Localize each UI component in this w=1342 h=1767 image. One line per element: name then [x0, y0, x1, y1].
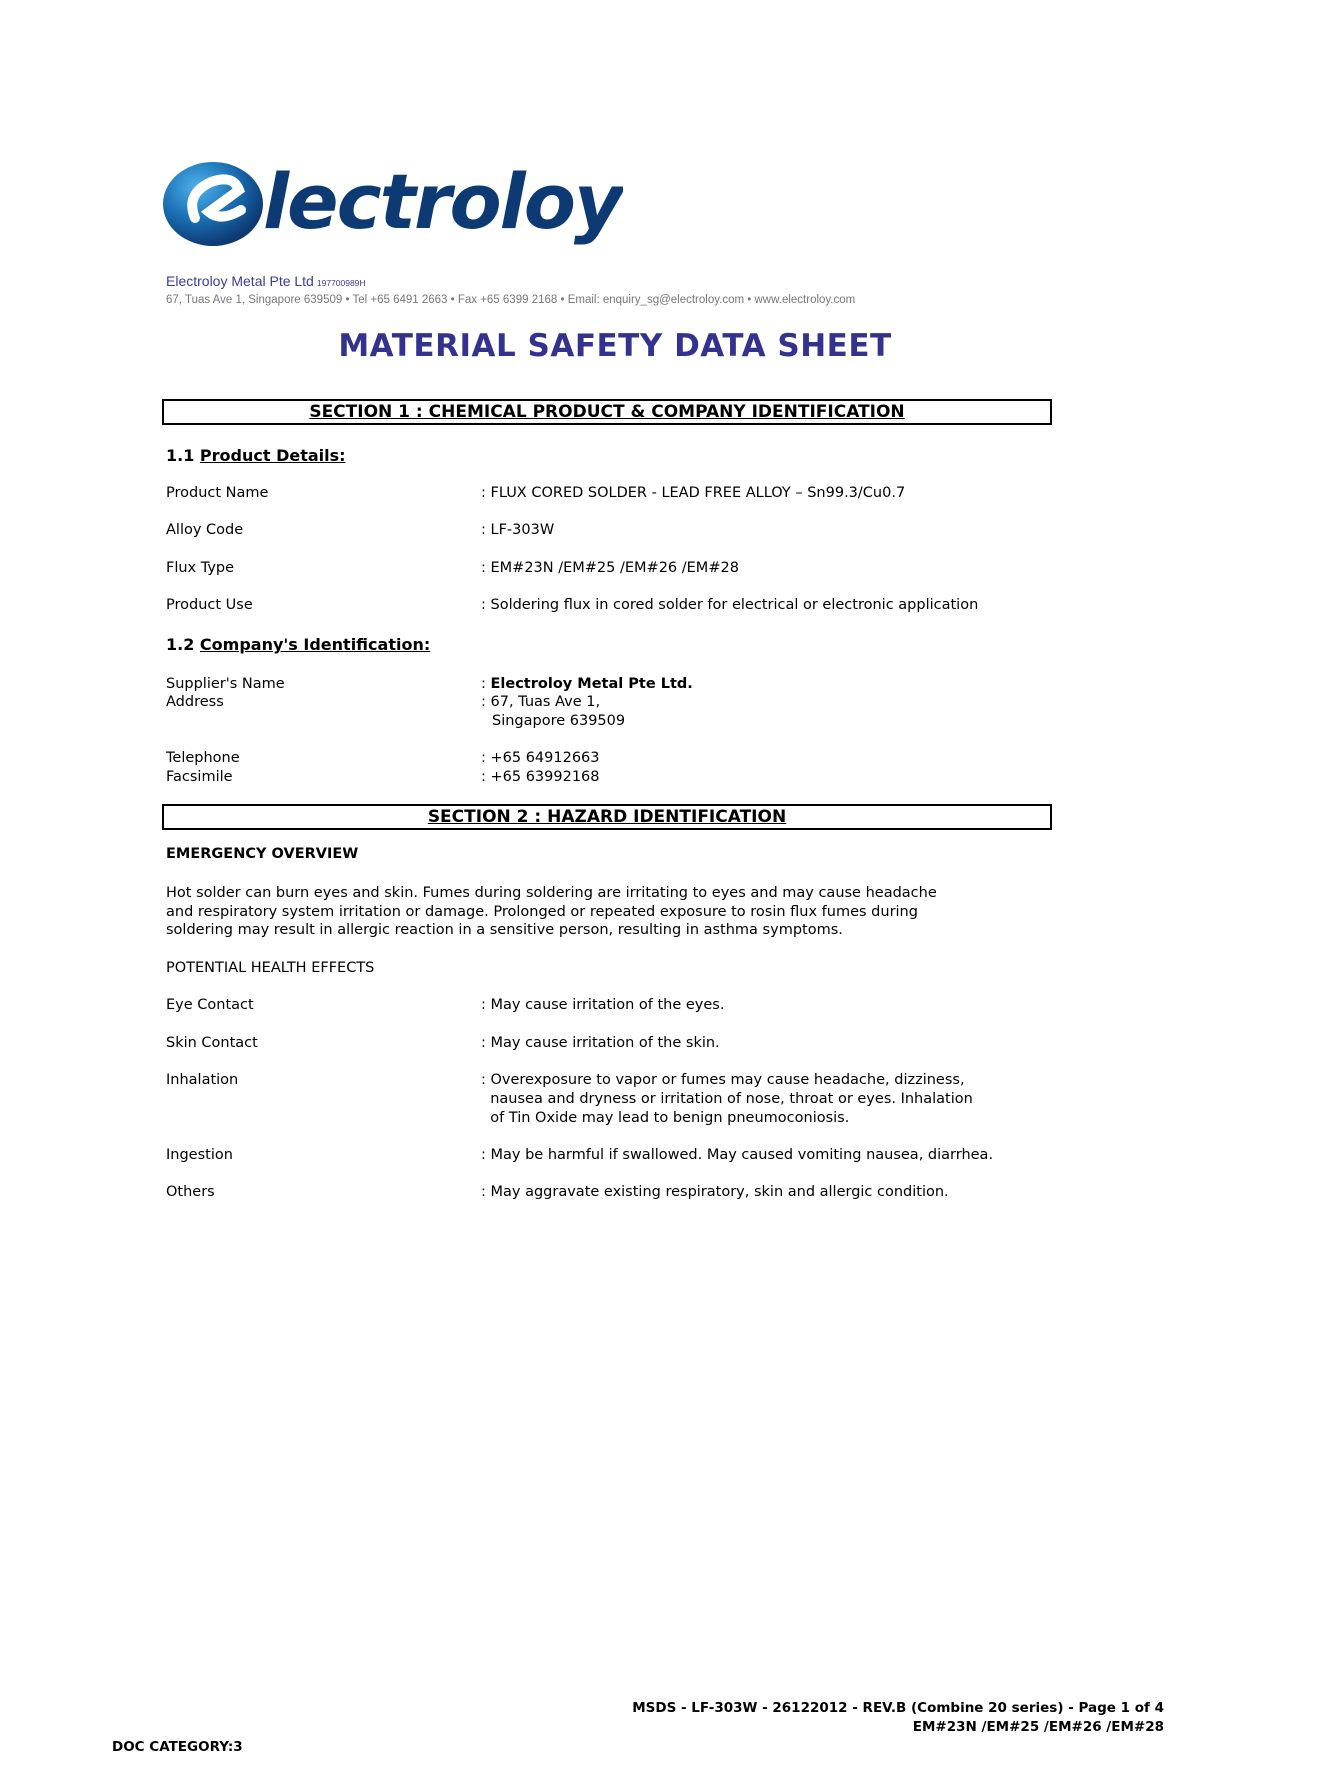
telephone-label: Telephone: [166, 750, 240, 766]
address-label: Address: [166, 694, 224, 710]
fax-value: : +65 63992168: [481, 769, 600, 785]
logo-emblem-icon: [163, 156, 623, 256]
others-label: Others: [166, 1184, 215, 1200]
supplier-name-label: Supplier's Name: [166, 676, 285, 692]
eye-contact-label: Eye Contact: [166, 997, 254, 1013]
address-line-1: : 67, Tuas Ave 1,: [481, 694, 601, 710]
telephone-value: : +65 64912663: [481, 750, 600, 766]
skin-contact-label: Skin Contact: [166, 1035, 258, 1051]
subsection-title: Company's Identification:: [199, 635, 431, 654]
text-line: and respiratory system irritation or damage. Prolonged or repeated exposure to rosin flux fumes during: [166, 903, 918, 920]
document-title: MATERIAL SAFETY DATA SHEET: [338, 328, 892, 364]
section-2-heading: SECTION 2 : HAZARD IDENTIFICATION: [162, 804, 1052, 830]
supplier-name-value: [481, 675, 693, 694]
company-contact-line: 67, Tuas Ave 1, Singapore 639509 • Tel +65 6491 2663 • Fax +65 6399 2168 • Email: enquiry_sg@electroloy.com • www.electroloy.com: [166, 294, 856, 306]
eye-contact-value: : May cause irritation of the eyes.: [481, 997, 725, 1013]
flux-type-label: Flux Type: [166, 560, 235, 576]
skin-contact-value: : May cause irritation of the skin.: [481, 1035, 720, 1051]
text-line: Hot solder can burn eyes and skin. Fumes during soldering are irritating to eyes and may cause headache: [166, 885, 937, 901]
subsection-1-2-heading: [166, 635, 430, 654]
footer-flux-types: EM#23N /EM#25 /EM#26 /EM#28: [912, 1719, 1164, 1735]
fax-label: Facsimile: [166, 769, 233, 785]
emergency-overview-heading: EMERGENCY OVERVIEW: [166, 846, 359, 862]
ingestion-value: : May be harmful if swallowed. May caused vomiting nausea, diarrhea.: [481, 1147, 994, 1163]
inhalation-value-line-2: nausea and dryness or irritation of nose, throat or eyes. Inhalation: [481, 1091, 973, 1107]
ingestion-label: Ingestion: [166, 1147, 233, 1163]
inhalation-value-line-1: : Overexposure to vapor or fumes may cause headache, dizziness,: [481, 1072, 965, 1088]
product-name-label: Product Name: [166, 485, 269, 501]
alloy-code-value: : LF-303W: [481, 522, 555, 538]
product-use-label: Product Use: [166, 597, 253, 613]
flux-type-value: : EM#23N /EM#25 /EM#26 /EM#28: [481, 560, 739, 576]
inhalation-value-line-3: of Tin Oxide may lead to benign pneumoconiosis.: [481, 1110, 850, 1126]
address-line-2: Singapore 639509: [492, 713, 626, 729]
text-line: soldering may result in allergic reaction in a sensitive person, resulting in asthma symptoms.: [166, 922, 843, 938]
company-name-text: Electroloy Metal Pte Ltd: [166, 273, 314, 289]
product-name-value: : FLUX CORED SOLDER - LEAD FREE ALLOY – Sn99.3/Cu0.7: [481, 485, 906, 501]
footer-doc-reference: MSDS - LF-303W - 26122012 - REV.B (Combine 20 series) - Page 1 of 4: [632, 1700, 1164, 1716]
svg-text:lectroloy: lectroloy: [263, 157, 622, 246]
others-value: : May aggravate existing respiratory, skin and allergic condition.: [481, 1184, 949, 1200]
alloy-code-label: Alloy Code: [166, 522, 244, 538]
electroloy-logo: [163, 156, 623, 256]
colon: :: [481, 676, 491, 692]
footer-doc-category: DOC CATEGORY:3: [112, 1739, 243, 1755]
subsection-title: Product Details:: [199, 446, 346, 465]
emergency-overview-text: [166, 884, 1066, 940]
company-name: [166, 273, 366, 289]
health-effects-heading: POTENTIAL HEALTH EFFECTS: [166, 960, 375, 976]
registration-number: 197700989H: [316, 278, 366, 288]
product-use-value: : Soldering flux in cored solder for electrical or electronic application: [481, 597, 979, 613]
subsection-number: 1.1: [166, 446, 195, 465]
subsection-1-1-heading: [166, 446, 346, 465]
subsection-number: 1.2: [166, 635, 195, 654]
inhalation-label: Inhalation: [166, 1072, 239, 1088]
section-1-heading: SECTION 1 : CHEMICAL PRODUCT & COMPANY IDENTIFICATION: [162, 399, 1052, 425]
supplier-name: Electroloy Metal Pte Ltd.: [490, 676, 693, 692]
